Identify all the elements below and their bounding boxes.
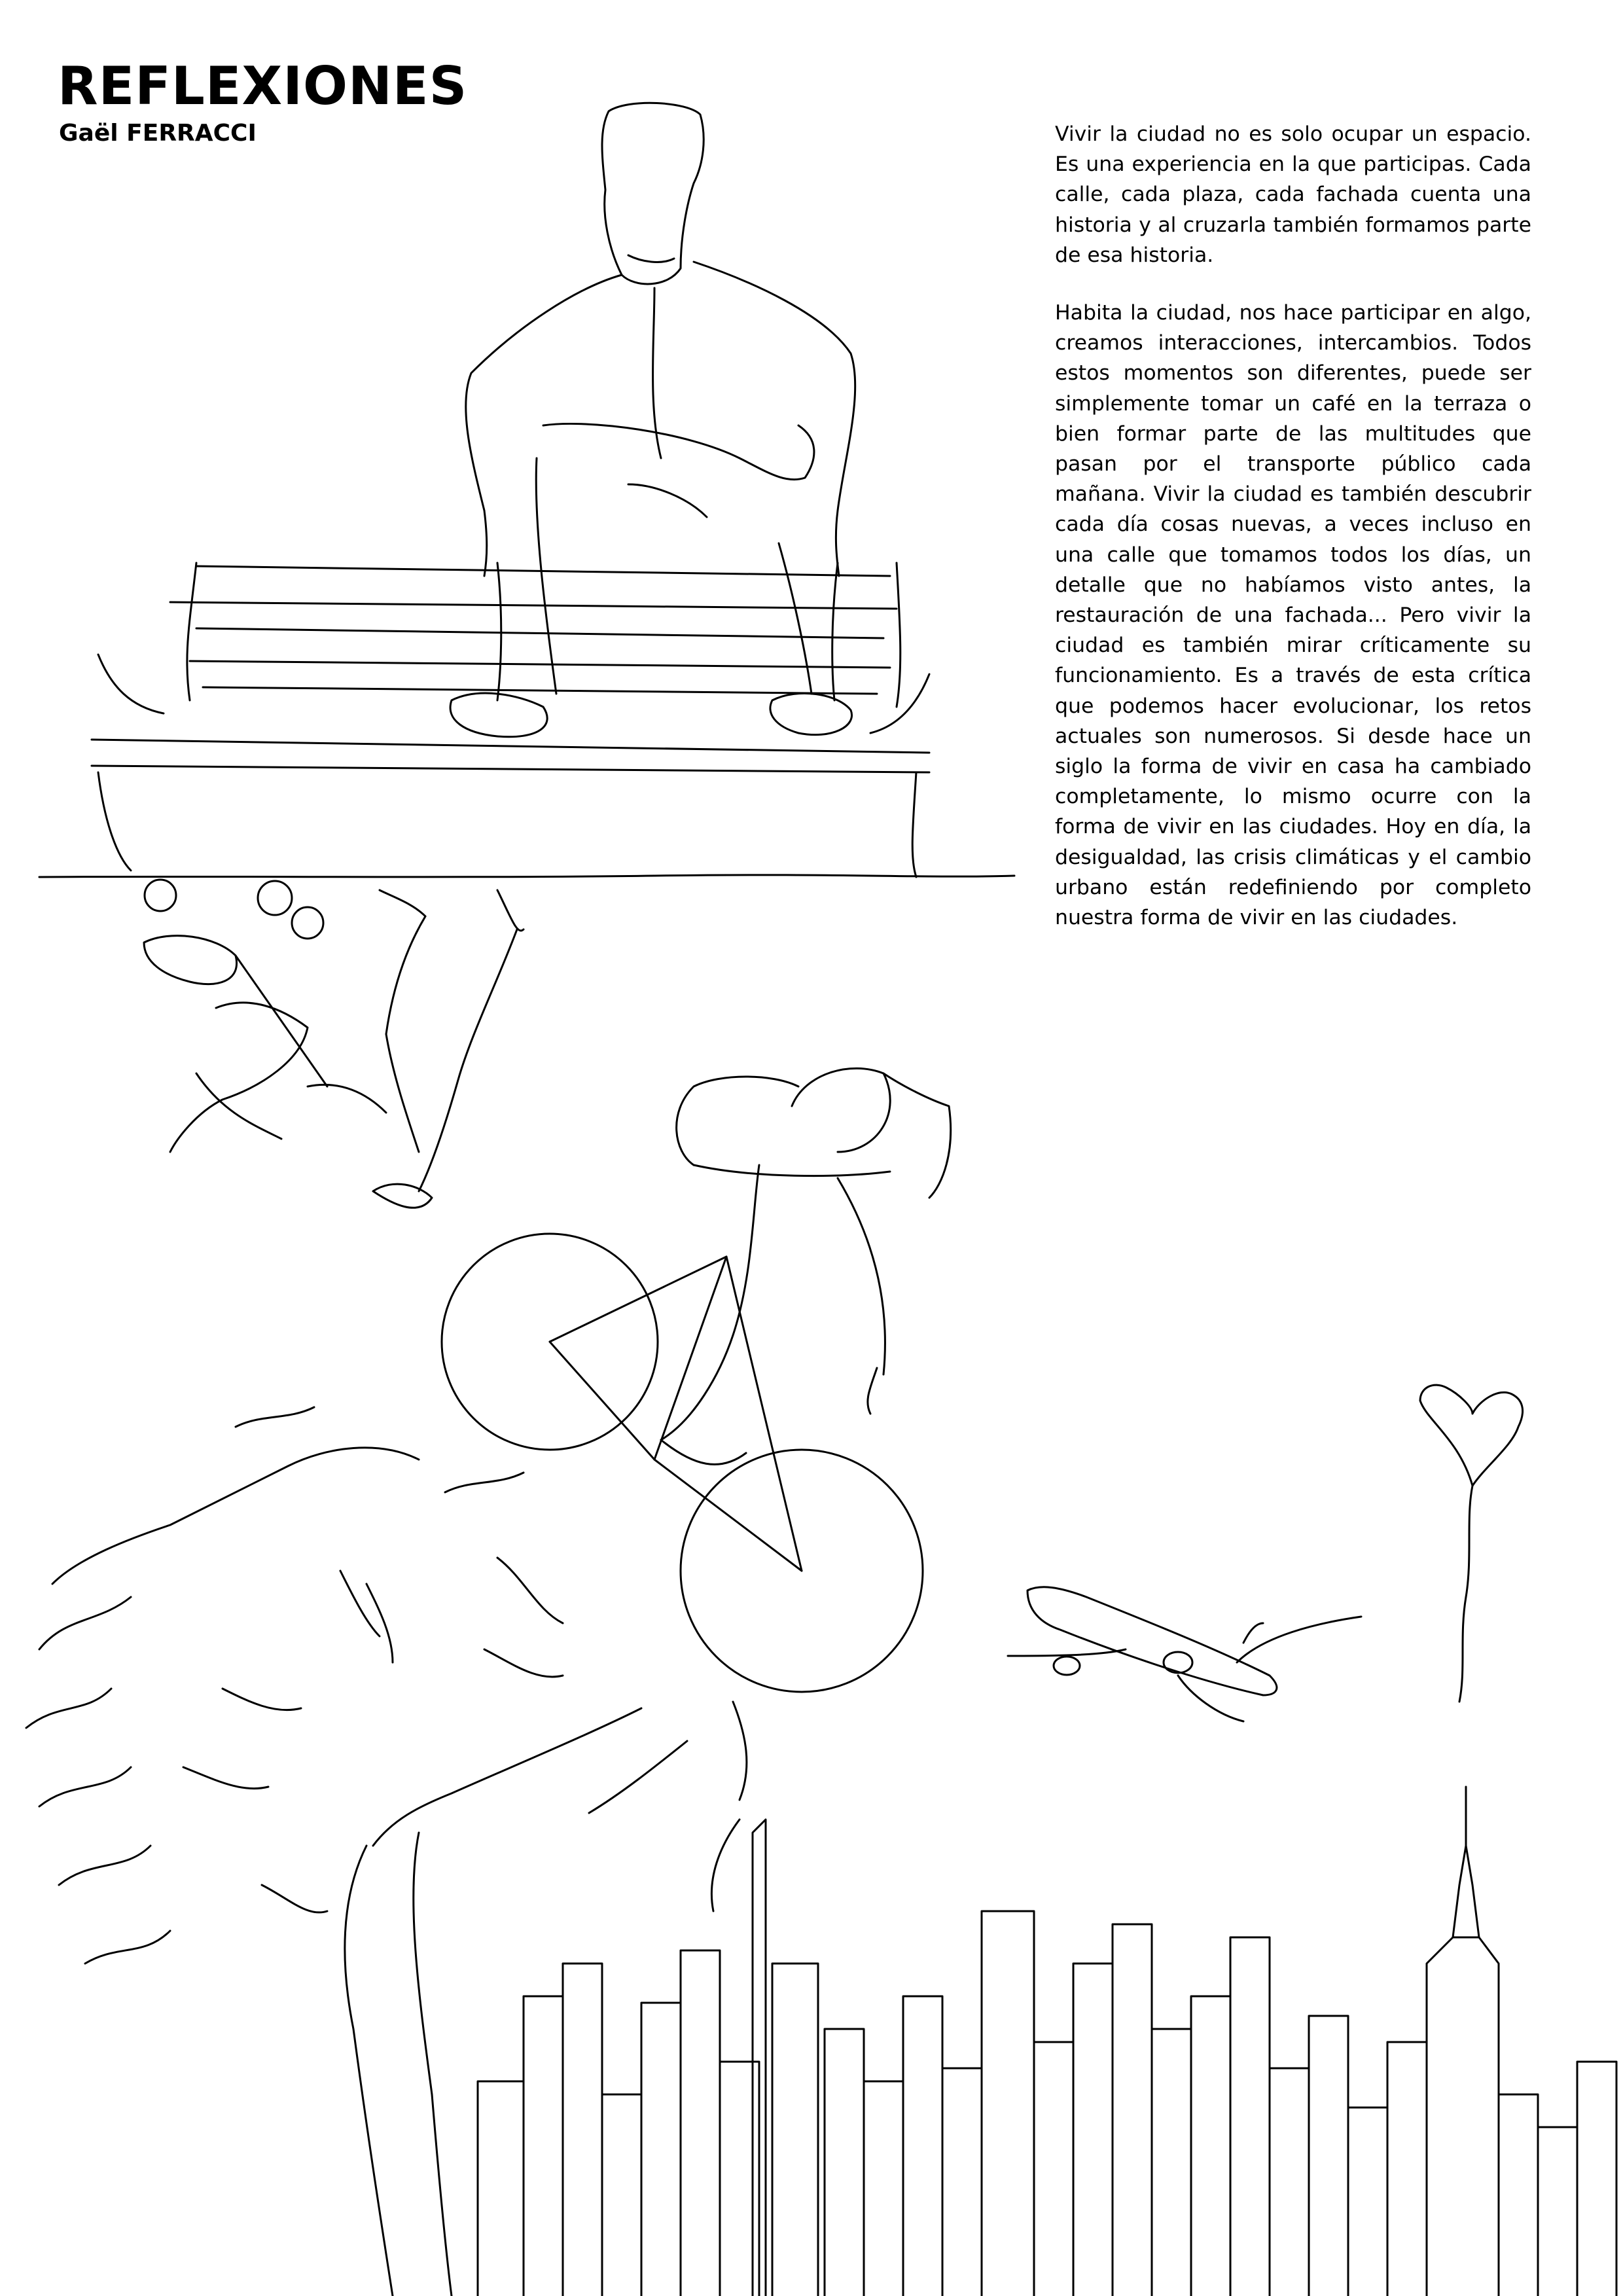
tree-drawing	[26, 1407, 747, 2296]
man-on-bench-drawing	[450, 103, 855, 736]
cyclist-drawing	[442, 1068, 951, 1692]
page-title: REFLEXIONES	[58, 56, 468, 117]
woman-with-stroller-drawing	[144, 880, 524, 1208]
city-skyline-drawing	[478, 1787, 1616, 2296]
bench-drawing	[92, 563, 929, 877]
paragraph-2: Habita la ciudad, nos hace participar en algo, creamos interacciones, intercambios. Todos estos momentos son diferentes, puede ser simplemente tomar un café en la terraza o bien formar parte de las multitudes que pasan por el transporte público cada mañana. Vivir la ciudad es también descubrir cada día cosas nuevas, a veces incluso en una calle que tomamos todos los días, un detalle que no habíamos visto antes, la restauración de una fachada... Pero vivir la ciudad es también mirar críticamente su funcionamiento. Es a través de esta crítica que podemos hacer evolucionar, los retos actuales son numerosos. Si desde hace un siglo la forma de vivir en casa ha cambiado completamente, lo mismo ocurre con la forma de vivir en las ciudades. Hoy en día, la desigualdad, las crisis climáticas y el cambio urbano están redefiniendo por completo nuestra forma de vivir en las ciudades.	[1055, 301, 1531, 930]
airplane-drawing	[1008, 1587, 1361, 1721]
paragraph-1: Vivir la ciudad no es solo ocupar un espacio. Es una experiencia en la que participas. Cada calle, cada plaza, cada fachada cuenta una historia y al cruzarla también formamos parte de esa historia.	[1055, 122, 1531, 267]
author-name: Gaël FERRACCI	[59, 120, 257, 147]
heart-balloon-drawing	[1420, 1385, 1523, 1702]
ground-line	[39, 875, 1014, 877]
